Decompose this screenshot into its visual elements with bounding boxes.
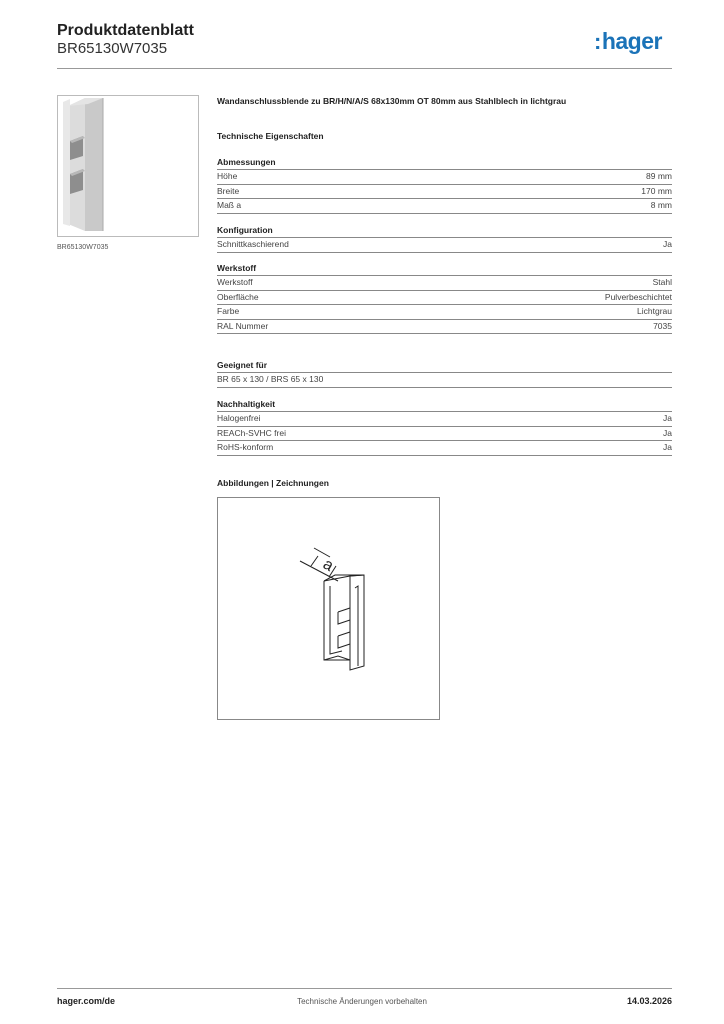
section-title: Konfiguration bbox=[217, 225, 273, 235]
header-divider bbox=[57, 68, 672, 69]
page-title: Produktdatenblatt bbox=[57, 22, 194, 39]
logo-text: hager bbox=[601, 28, 662, 54]
dimension-label: a bbox=[320, 555, 337, 575]
row-label: Breite bbox=[217, 185, 240, 196]
footer-notice: Technische Änderungen vorbehalten bbox=[297, 997, 427, 1006]
row-value: Ja bbox=[663, 427, 672, 438]
section-geeignet bbox=[217, 359, 672, 388]
table bbox=[217, 237, 672, 253]
row-value: Pulverbeschichtet bbox=[604, 291, 672, 302]
table-row bbox=[217, 199, 672, 214]
table-row bbox=[217, 427, 672, 442]
row-value: Lichtgrau bbox=[637, 306, 672, 316]
section-konfiguration bbox=[217, 224, 672, 253]
row-value: Ja bbox=[663, 442, 672, 452]
table-row bbox=[217, 305, 672, 320]
product-number: BR65130W7035 bbox=[57, 40, 168, 57]
row-label: Höhe bbox=[217, 171, 238, 181]
row-value: 8 mm bbox=[650, 200, 672, 210]
row-label: Maß a bbox=[217, 200, 242, 210]
table bbox=[217, 372, 672, 388]
footer-website-link[interactable]: hager.com/de bbox=[57, 996, 116, 1006]
table-row bbox=[217, 185, 672, 200]
row-label: BR 65 x 130 / BRS 65 x 130 bbox=[217, 374, 324, 384]
row-label: REACh-SVHC frei bbox=[217, 427, 286, 438]
drawing-illustration bbox=[218, 498, 439, 719]
row-label: RAL Nummer bbox=[217, 320, 269, 331]
row-label: Halogenfrei bbox=[217, 413, 261, 423]
table-row bbox=[217, 411, 672, 427]
row-label: Schnittkaschierend bbox=[217, 239, 289, 249]
row-value: Ja bbox=[663, 239, 672, 249]
logo-prefix: : bbox=[594, 29, 601, 54]
table-row bbox=[217, 320, 672, 335]
row-label: Oberfläche bbox=[217, 291, 259, 302]
product-details bbox=[217, 96, 672, 110]
footer-date: 14.03.2026 bbox=[626, 996, 672, 1006]
table-row bbox=[217, 291, 672, 306]
drawings-heading: Abbildungen | Zeichnungen bbox=[217, 478, 329, 488]
section-title: Abmessungen bbox=[217, 157, 276, 167]
section-werkstoff bbox=[217, 262, 672, 334]
table-row bbox=[217, 372, 672, 388]
section-title: Nachhaltigkeit bbox=[217, 399, 276, 409]
table-row bbox=[217, 275, 672, 291]
table-row bbox=[217, 441, 672, 456]
table bbox=[217, 169, 672, 214]
table bbox=[217, 411, 672, 456]
product-image bbox=[57, 95, 199, 237]
row-value: Ja bbox=[663, 413, 672, 423]
row-label: Farbe bbox=[217, 306, 240, 316]
row-value: Stahl bbox=[652, 277, 672, 287]
row-label: RoHS-konform bbox=[217, 442, 274, 452]
row-value: 170 mm bbox=[641, 185, 672, 196]
table-row bbox=[217, 237, 672, 253]
row-label: Werkstoff bbox=[217, 277, 253, 287]
technical-drawing bbox=[217, 497, 440, 720]
hager-logo[interactable] bbox=[594, 28, 662, 55]
table bbox=[217, 275, 672, 334]
product-description: Wandanschlussblende zu BR/H/N/A/S 68x130mm OT 80mm aus Stahlblech in lichtgrau bbox=[217, 96, 567, 106]
product-illustration bbox=[58, 96, 198, 236]
tech-properties-heading: Technische Eigenschaften bbox=[217, 131, 324, 141]
product-image-caption: BR65130W7035 bbox=[57, 244, 109, 251]
section-abmessungen bbox=[217, 156, 672, 214]
row-value: 7035 bbox=[653, 320, 672, 331]
footer-divider bbox=[57, 988, 672, 989]
table-row bbox=[217, 169, 672, 185]
row-value: 89 mm bbox=[646, 171, 672, 181]
section-title: Werkstoff bbox=[217, 263, 257, 273]
section-title: Geeignet für bbox=[217, 360, 268, 370]
section-nachhaltigkeit bbox=[217, 398, 672, 456]
